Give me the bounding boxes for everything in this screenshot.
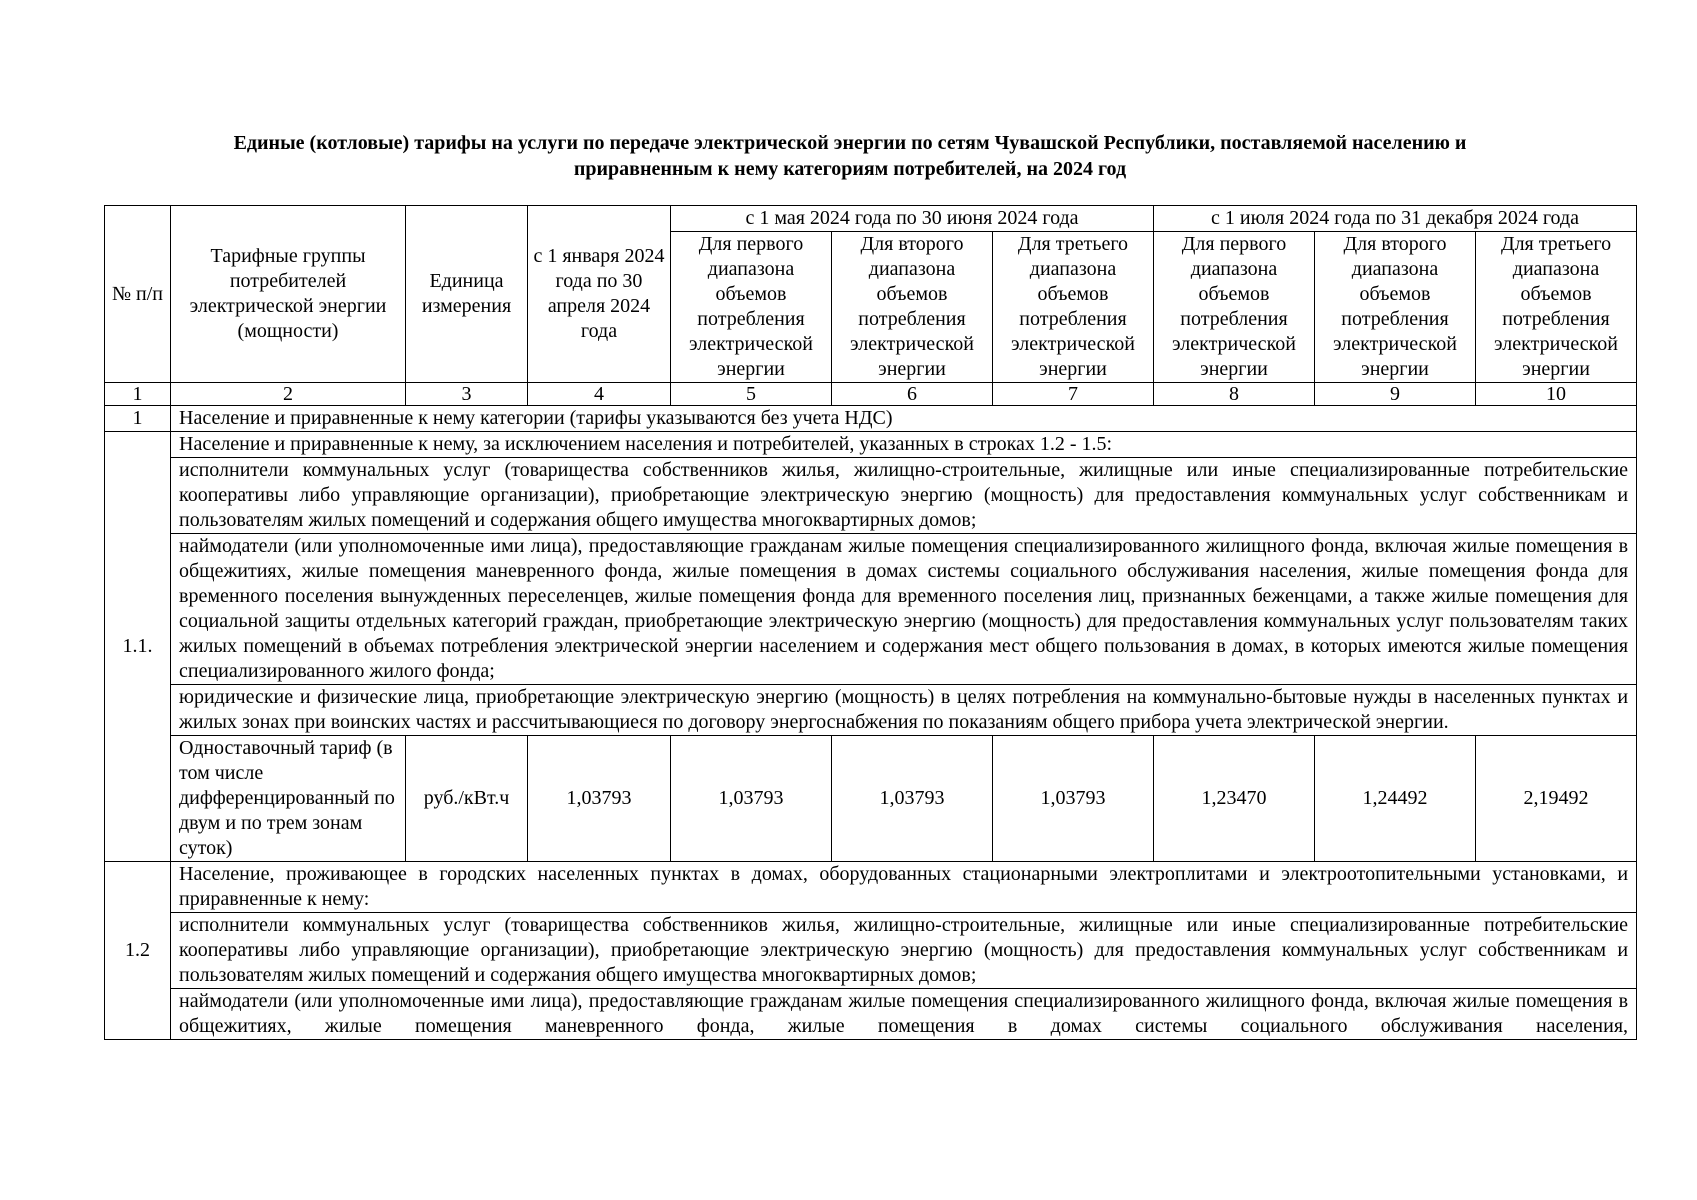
column-number: 6 xyxy=(832,383,993,406)
column-number: 9 xyxy=(1315,383,1476,406)
section-1-num: 1 xyxy=(105,406,171,432)
row-1-2-item-2 xyxy=(105,989,1637,1040)
row-1-1-heading xyxy=(105,432,1637,458)
tariff-value: 1,23470 xyxy=(1154,736,1315,862)
header-unit: Единица измерения xyxy=(406,206,528,383)
row-1-1-num: 1.1. xyxy=(105,432,171,862)
row-1-2-num: 1.2 xyxy=(105,862,171,1040)
header-p2-range-2: Для второго диапазона объемов потребления электрической энергии xyxy=(832,232,993,383)
column-number: 10 xyxy=(1476,383,1637,406)
header-p3-range-1: Для первого диапазона объемов потребления электрической энергии xyxy=(1154,232,1315,383)
column-number: 4 xyxy=(528,383,671,406)
tariff-unit: руб./кВт.ч xyxy=(406,736,528,862)
tariff-value: 1,03793 xyxy=(832,736,993,862)
header-row-1 xyxy=(105,206,1637,232)
tariff-name: Одноставочный тариф (в том числе дифференцированный по двум и по трем зонам суток) xyxy=(171,736,406,862)
header-p3-range-2: Для второго диапазона объемов потребления электрической энергии xyxy=(1315,232,1476,383)
row-1-1-item-2-text: наймодатели (или уполномоченные ими лица), предоставляющие гражданам жилые помещения специализированного жилищного фонда, включая жилые помещения в общежитиях, жилые помещения маневренного фонда, жилые помещения в домах системы социального обслуживания населения, жилые помещения фонда для временного поселения вынужденных переселенцев, жилые помещения фонда для временного поселения лиц, признанных беженцами, а также жилые помещения для социальной защиты отдельных категорий граждан, приобретающие электрическую энергию (мощность) для предоставления коммунальных услуг пользователям таких жилых помещений в объемах потребления электрической энергии населением и содержания мест общего пользования в домах, в которых имеются жилые помещения специализированного жилого фонда; xyxy=(171,534,1637,685)
row-1-1-heading-text: Население и приравненные к нему, за исключением населения и потребителей, указанных в строках 1.2 - 1.5: xyxy=(171,432,1637,458)
header-p3-range-3: Для третьего диапазона объемов потребления электрической энергии xyxy=(1476,232,1637,383)
column-number: 1 xyxy=(105,383,171,406)
row-1-1-tariff xyxy=(105,736,1637,862)
row-1-1-item-1 xyxy=(105,458,1637,534)
row-1-1-item-3 xyxy=(105,685,1637,736)
row-1-2-item-2-text: наймодатели (или уполномоченные ими лица), предоставляющие гражданам жилые помещения специализированного жилищного фонда, включая жилые помещения в общежитиях, жилые помещения маневренного фонда, жилые помещения в домах системы социального обслуживания населения, xyxy=(171,989,1637,1040)
tariff-value: 2,19492 xyxy=(1476,736,1637,862)
header-period-2: с 1 мая 2024 года по 30 июня 2024 года xyxy=(671,206,1154,232)
tariff-value: 1,03793 xyxy=(528,736,671,862)
row-1-1-item-1-text: исполнители коммунальных услуг (товарищества собственников жилья, жилищно-строительные, жилищные или иные специализированные потребительские кооперативы либо управляющие организации), приобретающие электрическую энергию (мощность) для предоставления коммунальных услуг собственникам и пользователям жилых помещений и содержания общего имущества многоквартирных домов; xyxy=(171,458,1637,534)
tariff-value: 1,03793 xyxy=(993,736,1154,862)
row-1-2-heading-text: Население, проживающее в городских населенных пунктах в домах, оборудованных стационарными электроплитами и электроотопительными установками, и приравненные к нему: xyxy=(171,862,1637,913)
header-p2-range-3: Для третьего диапазона объемов потребления электрической энергии xyxy=(993,232,1154,383)
section-1-text: Население и приравненные к нему категории (тарифы указываются без учета НДС) xyxy=(171,406,1637,432)
title-line-1: Единые (котловые) тарифы на услуги по передаче электрической энергии по сетям Чувашской Республики, поставляемой населению и xyxy=(233,132,1467,154)
header-period-3: с 1 июля 2024 года по 31 декабря 2024 года xyxy=(1154,206,1637,232)
row-1-2-item-1-text: исполнители коммунальных услуг (товарищества собственников жилья, жилищно-строительные, жилищные или иные специализированные потребительские кооперативы либо управляющие организации), приобретающие электрическую энергию (мощность) для предоставления коммунальных услуг собственникам и пользователям жилых помещений и содержания общего имущества многоквартирных домов; xyxy=(171,913,1637,989)
column-number: 7 xyxy=(993,383,1154,406)
column-number-row xyxy=(105,383,1637,406)
column-number: 3 xyxy=(406,383,528,406)
column-number: 8 xyxy=(1154,383,1315,406)
section-1-row xyxy=(105,406,1637,432)
document-title xyxy=(130,130,1570,182)
row-1-2-item-1 xyxy=(105,913,1637,989)
title-line-2: приравненным к нему категориям потребителей, на 2024 год xyxy=(573,158,1127,180)
row-1-2-heading xyxy=(105,862,1637,913)
row-1-1-item-3-text: юридические и физические лица, приобретающие электрическую энергию (мощность) в целях потребления на коммунально-бытовые нужды в населенных пунктах и жилых зонах при воинских частях и рассчитывающиеся по договору энергоснабжения по показаниям общего прибора учета электрической энергии. xyxy=(171,685,1637,736)
header-groups: Тарифные группы потребителей электрической энергии (мощности) xyxy=(171,206,406,383)
column-number: 2 xyxy=(171,383,406,406)
header-period-1: с 1 января 2024 года по 30 апреля 2024 года xyxy=(528,206,671,383)
tariff-value: 1,03793 xyxy=(671,736,832,862)
header-p2-range-1: Для первого диапазона объемов потребления электрической энергии xyxy=(671,232,832,383)
header-num: № п/п xyxy=(105,206,171,383)
tariff-value: 1,24492 xyxy=(1315,736,1476,862)
row-1-1-item-2 xyxy=(105,534,1637,685)
tariff-table xyxy=(104,205,1637,1040)
column-number: 5 xyxy=(671,383,832,406)
